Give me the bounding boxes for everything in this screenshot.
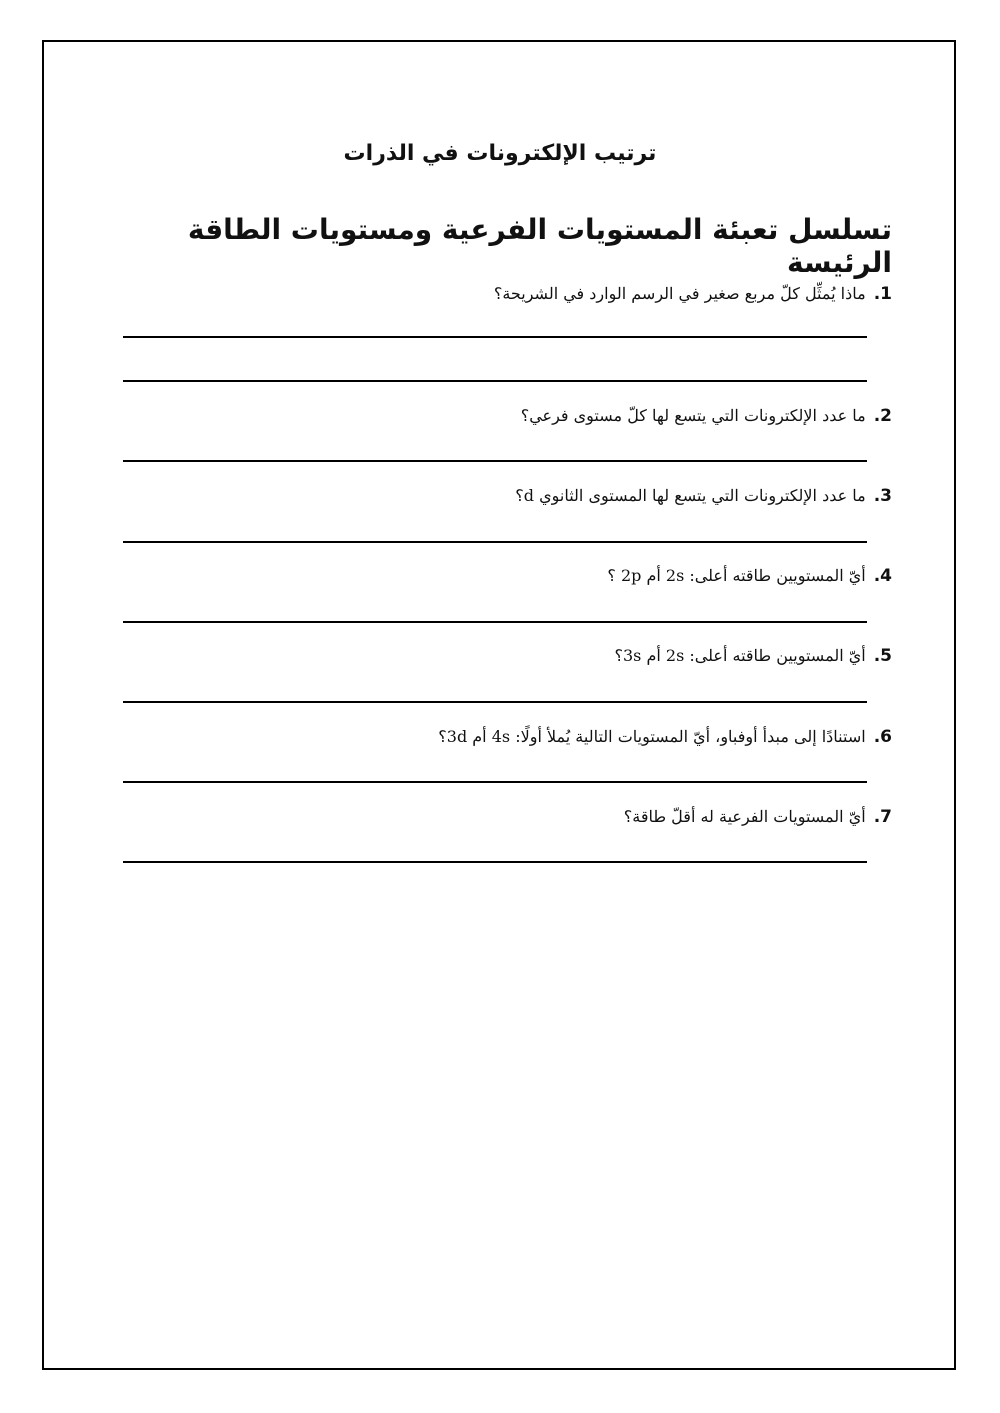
question-text: ما عدد الإلكترونات التي يتسع لها المستوى الثانوي d؟ — [515, 486, 866, 505]
question-text: ما عدد الإلكترونات التي يتسع لها كلّ مستوى فرعي؟ — [520, 406, 866, 425]
answer-line-3[interactable] — [123, 541, 867, 543]
answer-line-7[interactable] — [123, 861, 867, 863]
question-3 — [132, 486, 892, 506]
question-text: أيّ المستويين طاقته أعلى: 2s أم 2p ؟ — [607, 566, 866, 585]
question-number: 7. — [873, 807, 892, 827]
question-number: 4. — [873, 566, 892, 586]
answer-line-6[interactable] — [123, 781, 867, 783]
question-text: أيّ المستويين طاقته أعلى: 2s أم 3s؟ — [614, 646, 866, 665]
question-4 — [132, 566, 892, 586]
answer-line-4[interactable] — [123, 621, 867, 623]
answer-line-2[interactable] — [123, 460, 867, 462]
section-heading: تسلسل تعبئة المستويات الفرعية ومستويات الطاقة الرئيسة — [187, 213, 892, 279]
question-text: استنادًا إلى مبدأ أوفباو، أيّ المستويات التالية يُملأ أولًا: 4s أم 3d؟ — [438, 727, 866, 746]
question-number: 5. — [873, 646, 892, 666]
answer-line-1b[interactable] — [123, 380, 867, 382]
question-2 — [132, 406, 892, 426]
question-number: 1. — [873, 284, 892, 304]
question-number: 6. — [873, 727, 892, 747]
document-title: ترتيب الإلكترونات في الذرات — [343, 141, 657, 166]
question-7 — [132, 807, 892, 827]
question-text: ماذا يُمثِّل كلّ مربع صغير في الرسم الوارد في الشريحة؟ — [493, 284, 866, 303]
question-number: 3. — [873, 486, 892, 506]
question-6 — [132, 727, 892, 747]
question-1 — [132, 284, 892, 304]
question-5 — [132, 646, 892, 666]
answer-line-5[interactable] — [123, 701, 867, 703]
question-text: أيّ المستويات الفرعية له أقلّ طاقة؟ — [623, 807, 866, 826]
question-number: 2. — [873, 406, 892, 426]
answer-line-1a[interactable] — [123, 336, 867, 338]
